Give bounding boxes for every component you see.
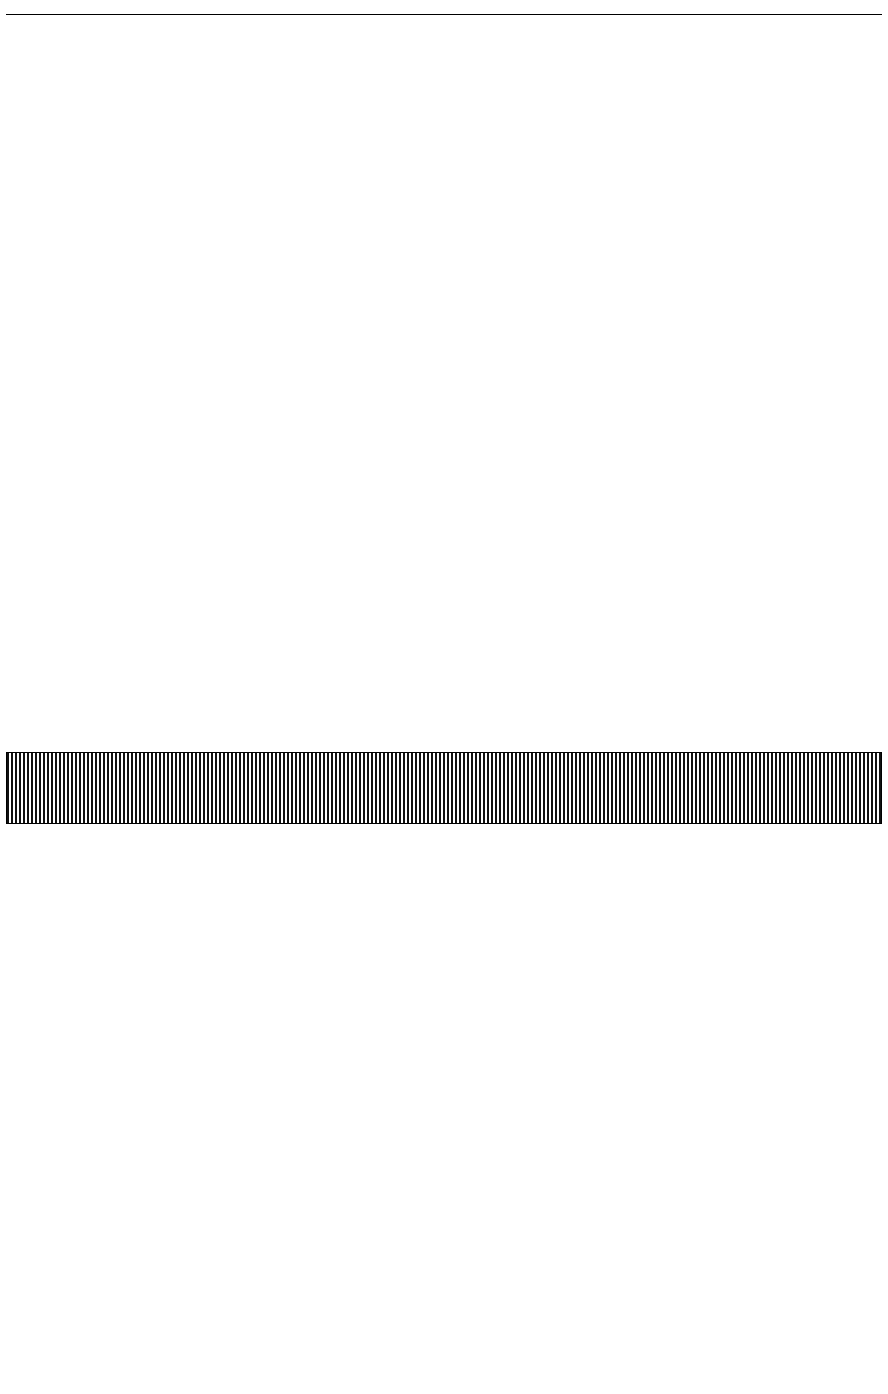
page-folio	[6, 3, 882, 15]
classified-top-section	[6, 16, 882, 750]
home-service-guide-banner	[6, 752, 882, 824]
service-guide-section	[6, 828, 882, 1390]
